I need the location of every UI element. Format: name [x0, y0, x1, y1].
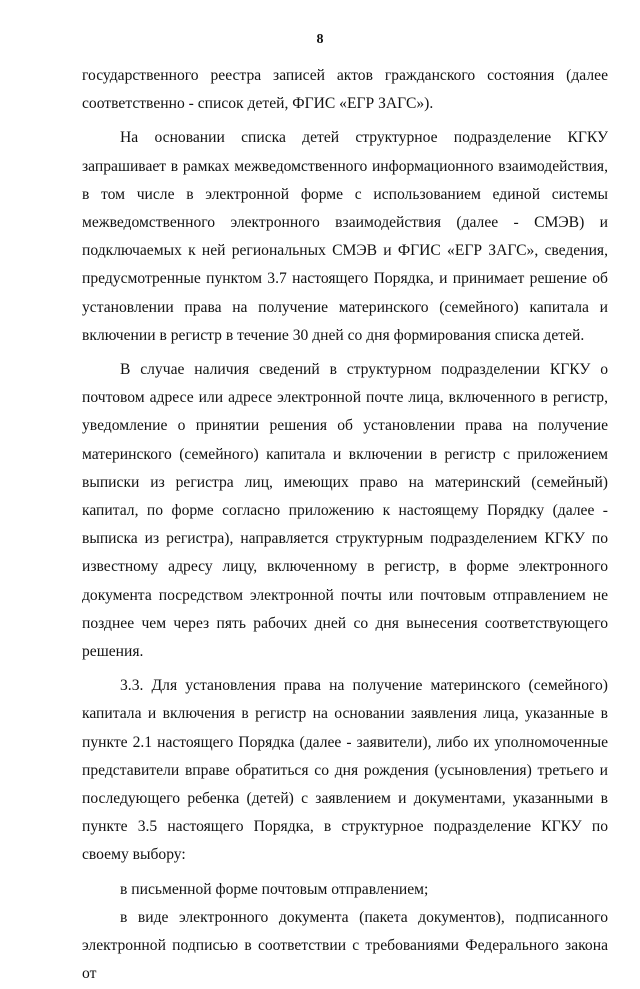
paragraph-continuation: государственного реестра записей актов гражданского состояния (далее соответственно - список детей, ФГИС «ЕГР ЗАГС»).	[82, 67, 608, 113]
page-number: 8	[316, 32, 324, 47]
paragraph-3-3: 3.3. Для установления права на получение материнского (семейного) капитала и включения в регистр на основании заявления лица, указанные в пункте 2.1 настоящего Порядка (далее - заявители), либо их уполномоченные представители вправе обратиться со дня рождения (усыновления) третьего и последующего ребенка (детей) с заявлением и документами, указанными в пункте 3.5 настоящего Порядка, в структурное подразделение КГКУ по своему выбору:	[82, 677, 608, 864]
paragraph-electronic-option: в виде электронного документа (пакета документов), подписанного электронной подписью в соответствии с требованиями Федерального закона от	[82, 908, 608, 983]
paragraph-postal-option: в письменной форме почтовым отправлением;	[120, 880, 429, 898]
document-body	[82, 62, 608, 989]
paragraph-smev-request: На основании списка детей структурное подразделение КГКУ запрашивает в рамках межведомственного информационного взаимодействия, в том числе в электронной форме с использованием единой системы межведомственного электронного взаимодействия (далее - СМЭВ) и подключаемых к ней региональных СМЭВ и ФГИС «ЕГР ЗАГС», сведения, предусмотренные пунктом 3.7 настоящего Порядка, и принимает решение об установлении права на получение материнского (семейного) капитала и включении в регистр в течение 30 дней со дня формирования списка детей.	[82, 129, 608, 344]
paragraph-notification: В случае наличия сведений в структурном подразделении КГКУ о почтовом адресе или адресе электронной почте лица, включенного в регистр, уведомление о принятии решения об установлении права на получение материнского (семейного) капитала и включении в регистр с приложением выписки из регистра лиц, имеющих право на материнский (семейный) капитал, по форме согласно приложению к настоящему Порядку (далее - выписка из регистра), направляется структурным подразделением КГКУ по известному адресу лицу, включенному в регистр, в форме электронного документа посредством электронной почты или почтовым отправлением не позднее чем через пять рабочих дней со дня вынесения соответствующего решения.	[82, 361, 608, 661]
